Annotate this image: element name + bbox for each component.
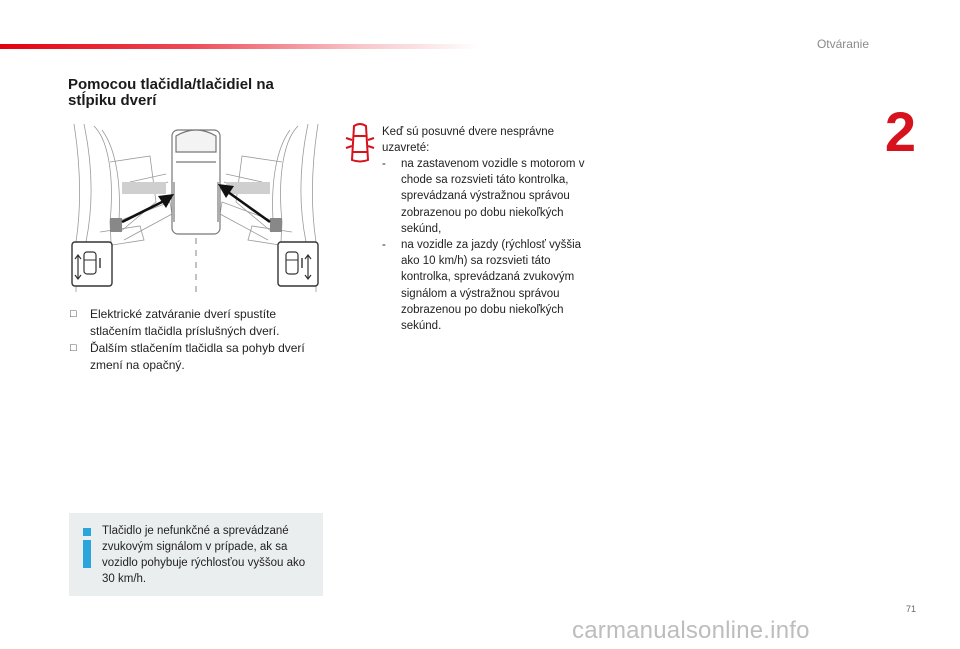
section-label: Otváranie xyxy=(816,37,869,51)
warning-intro: Keď sú posuvné dvere nesprávne uzavreté: xyxy=(382,126,555,154)
left-seat xyxy=(122,182,166,194)
header-accent-bar xyxy=(0,44,480,49)
left-button-callout xyxy=(72,242,112,286)
section-title xyxy=(68,77,318,109)
section-title-line-2: stĺpiku dverí xyxy=(68,92,157,109)
warning-vehicle-icon xyxy=(344,122,376,164)
instruction-item xyxy=(70,306,315,340)
checkbox-icon: □ xyxy=(70,342,77,354)
info-note xyxy=(69,513,323,596)
page-number: 71 xyxy=(905,604,916,614)
instruction-item xyxy=(70,340,315,374)
warning-list xyxy=(382,156,602,334)
info-note-text: Tlačidlo je nefunkčné a sprevádzané zvukovým signálom v prípade, ak sa vozidlo pohybuje rýchlosťou vyššou ako 30 km/h. xyxy=(102,525,306,585)
checkbox-icon: □ xyxy=(70,308,77,320)
section-title-line-1: Pomocou tlačidla/tlačidiel na xyxy=(68,76,274,93)
door-button-illustration xyxy=(70,122,322,294)
dash-marker: - xyxy=(382,158,386,170)
warning-item xyxy=(382,156,602,237)
left-pillar-button xyxy=(110,218,122,232)
warning-item-text: na vozidle za jazdy (rýchlosť vyššia ako 10 km/h) sa rozsvieti táto kontrolka, sprevádzaná zvukovým signálom a výstražnou správou zobrazenou po dobu niekoľkých sekúnd. xyxy=(401,239,582,333)
instruction-list xyxy=(70,306,315,374)
van-top-view xyxy=(172,130,220,234)
instruction-text: Ďalším stlačením tlačidla sa pohyb dverí zmení na opačný. xyxy=(90,341,305,372)
warning-item xyxy=(382,237,602,334)
right-pillar-button xyxy=(270,218,282,232)
warning-item-text: na zastavenom vozidle s motorom v chode sa rozsvieti táto kontrolka, sprevádzaná výstražnou správou zobrazenou po dobu niekoľkých sekúnd, xyxy=(401,158,585,235)
dash-marker: - xyxy=(382,239,386,252)
watermark: carmanualsonline.info xyxy=(572,617,810,644)
chapter-number: 2 xyxy=(884,100,916,163)
instruction-text: Elektrické zatváranie dverí spustíte stlačením tlačidla príslušných dverí. xyxy=(90,307,280,338)
right-button-callout xyxy=(278,242,318,286)
info-icon xyxy=(80,528,94,568)
